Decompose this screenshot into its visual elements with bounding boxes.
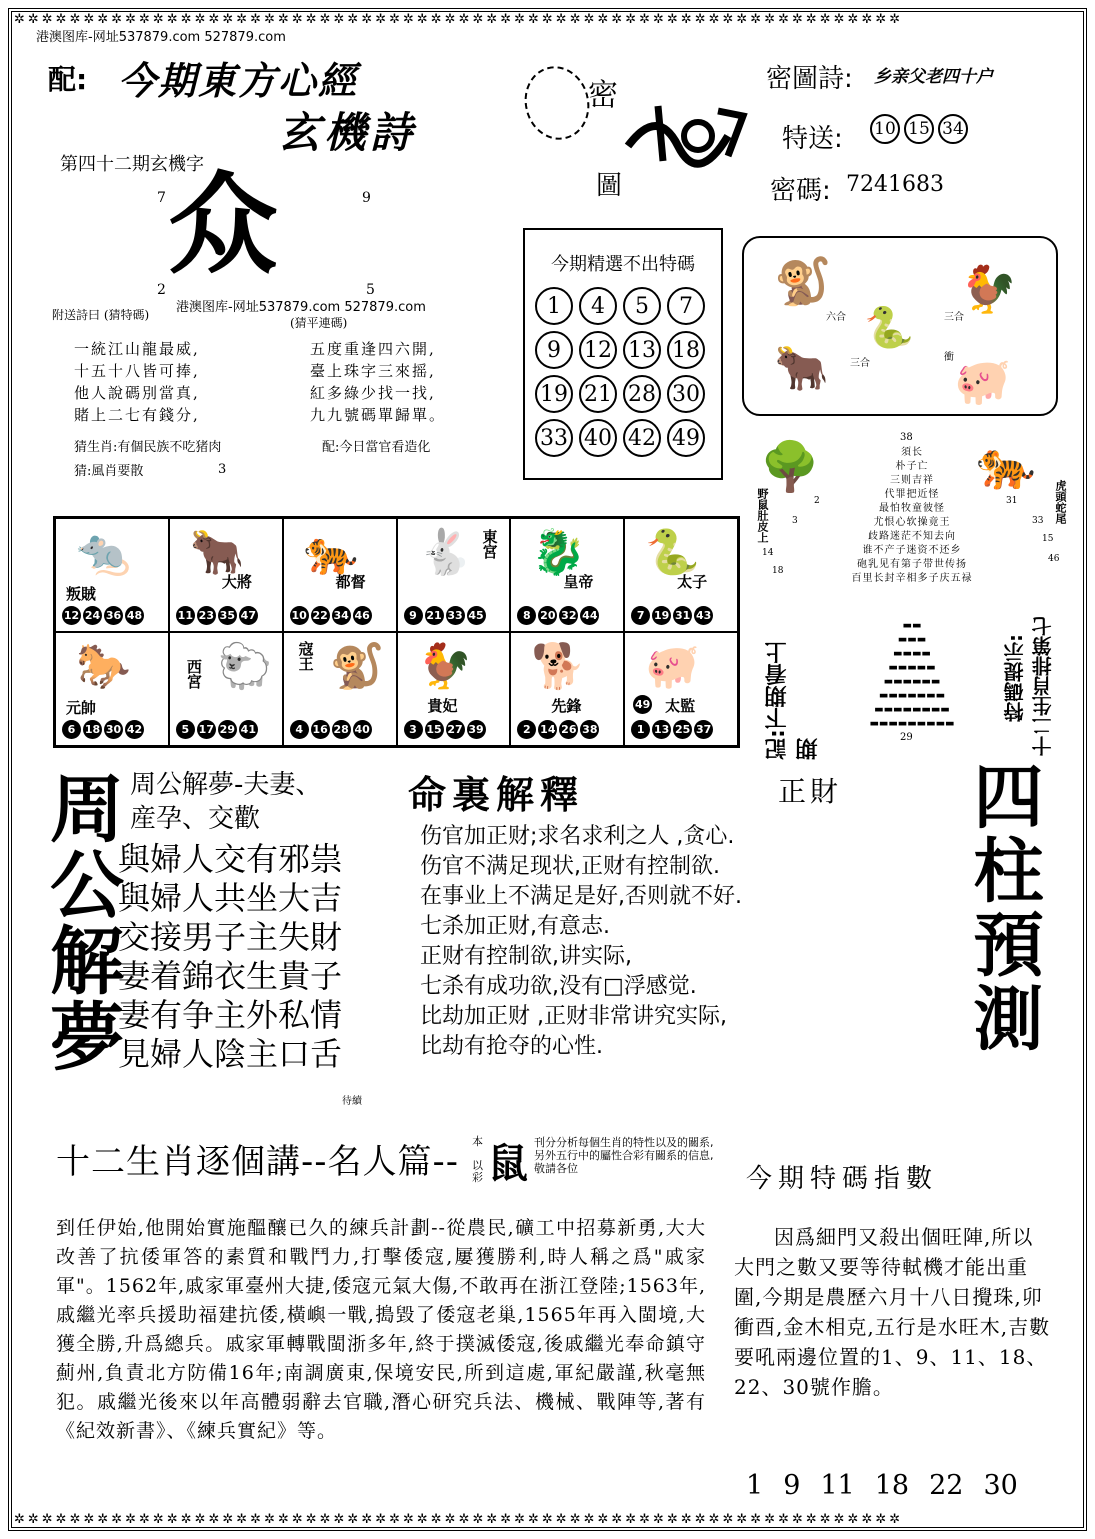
zodiac-name: 都督 bbox=[335, 573, 366, 591]
poem-left-line: 十五十八皆可捧, bbox=[74, 362, 200, 380]
zodiac-cell bbox=[55, 518, 169, 632]
rooster-icon: 🐓 bbox=[960, 262, 1018, 316]
zodiac-num: 7 bbox=[631, 606, 650, 625]
analysis-line: 伤官不满足现状,正财有控制欲. bbox=[420, 854, 720, 879]
zodiac-num: 30 bbox=[104, 720, 123, 739]
mi-ma-value: 7241683 bbox=[846, 172, 944, 197]
selected-num: 5 bbox=[623, 287, 661, 325]
guess-zodiac: 猜生肖:有個民族不吃猪肉 bbox=[74, 440, 222, 455]
pyramid-line: 砲乳见有第子带世传扬 bbox=[857, 559, 967, 570]
harmony-box bbox=[742, 236, 1058, 416]
dream-subtitle bbox=[130, 768, 321, 836]
pyramid-num: 3 bbox=[792, 516, 798, 526]
pyramid-num: 46 bbox=[1048, 554, 1060, 564]
zodiac-num: 17 bbox=[197, 720, 216, 739]
zodiac-nums bbox=[631, 720, 713, 739]
poem-right bbox=[310, 338, 446, 426]
zodiac-num: 8 bbox=[517, 606, 536, 625]
index-number: 1 bbox=[746, 1470, 764, 1501]
zodiac-num: 38 bbox=[580, 720, 599, 739]
zodiac-num: 12 bbox=[62, 606, 81, 625]
pei-text: 配:今日當官看造化 bbox=[322, 440, 431, 455]
series-story: 到任伊始,他開始實施醞釀已久的練兵計劃--從農民,礦工中招募新勇,大大改善了抗倭軍答的素質和戰鬥力,打擊倭寇,屢獲勝利,時人稱之爲"戚家軍"。1562年,戚家軍臺州大捷,倭寇元氣大傷,不敢再在浙江登陸;1563年,戚繼光率兵援助福建抗倭,橫嶼一戰,搗毀了倭寇老巢,1565年再入閩境,大獲全勝,升爲總兵。戚家軍轉戰閩浙多年,終于撲滅倭寇,後戚繼光奉命鎮守薊州,負責北方防備16年;南調廣東,保境安民,所到這處,軍紀嚴謹,秋毫無犯。戚繼光後來以年高體弱辭去官職,潛心研究兵法、機械、戰陣等,著有《紀效新書》、《練兵實紀》等。 bbox=[56, 1217, 707, 1442]
pyramid-line: 谁不产子迷资不还乡 bbox=[862, 545, 962, 556]
pyramid-line: 三则吉祥 bbox=[890, 475, 934, 486]
snake-icon: 🐍 bbox=[864, 305, 914, 351]
zodiac-name: 太子 bbox=[677, 573, 708, 591]
zodiac-num: 4 bbox=[290, 720, 309, 739]
zodiac-name: 西宮 bbox=[184, 659, 203, 689]
te-song-num: 34 bbox=[938, 114, 968, 144]
index-number: 30 bbox=[983, 1470, 1018, 1501]
pyramid-num: 15 bbox=[1042, 534, 1054, 544]
zodiac-num: 13 bbox=[652, 720, 671, 739]
zodiac-num: 39 bbox=[467, 720, 486, 739]
dream-line: 交接男子主失財 bbox=[118, 918, 343, 956]
selected-num: 21 bbox=[579, 375, 617, 413]
guess2-num: 3 bbox=[218, 462, 227, 477]
zodiac-cell bbox=[624, 518, 738, 632]
zodiac-nums bbox=[62, 606, 144, 625]
zodiac-num: 36 bbox=[104, 606, 123, 625]
pyramid-line: 代罪把近怪 bbox=[884, 489, 940, 500]
tu-label: 圖 bbox=[596, 171, 623, 201]
zodiac-num: 24 bbox=[83, 606, 102, 625]
series-intro-prefix-2: 以 bbox=[472, 1159, 483, 1172]
selected-num: 7 bbox=[667, 287, 705, 325]
pyramid-area bbox=[752, 430, 1072, 760]
zodiac-num: 5 bbox=[176, 720, 195, 739]
zodiac-num: 45 bbox=[467, 606, 486, 625]
zodiac-num: 40 bbox=[353, 720, 372, 739]
zodiac-num: 19 bbox=[652, 606, 671, 625]
pyramid-line: 須长 bbox=[901, 447, 923, 458]
selected-grid bbox=[525, 284, 721, 460]
series-intro: 刊分分析每個生肖的特性以及的關系,另外五行中的屬性合彩有關系的信息,敬請各位 bbox=[534, 1136, 714, 1175]
selected-numbers-box bbox=[523, 228, 723, 480]
poem-right-line: 九九號碼單歸單。 bbox=[310, 406, 447, 424]
poem-left bbox=[74, 338, 200, 426]
zodiac-num: 10 bbox=[290, 606, 309, 625]
selected-num: 13 bbox=[623, 331, 661, 369]
zodiac-cell bbox=[397, 632, 511, 746]
index-text: 因爲細門又殺出個旺陣,所以大門之數又要等待軾機才能出重圍,今期是農歷六月十八日攪珠,卯衝酉,金木相克,五行是水旺木,吉數要吼兩邊位置的1、9、11、18、22、30號作膽。 bbox=[734, 1225, 1051, 1399]
dream-cont: 待續 bbox=[342, 1096, 362, 1107]
dream-line: 妻着錦衣生貴子 bbox=[118, 957, 343, 995]
zodiac-grid bbox=[53, 516, 740, 748]
zodiac-num: 21 bbox=[425, 606, 444, 625]
mi-ma-label: 密碼: bbox=[770, 176, 831, 206]
xuanji-heading: 第四十二期玄機字 bbox=[60, 154, 204, 175]
zodiac-nums bbox=[290, 720, 372, 739]
zodiac-nums bbox=[176, 720, 258, 739]
pyramid-lines bbox=[792, 446, 1032, 586]
dream-line: 妻有争主外私情 bbox=[118, 996, 343, 1034]
dream-big-title: 周公解夢 bbox=[38, 770, 124, 1074]
series-intro-prefix bbox=[472, 1136, 483, 1184]
index-number: 9 bbox=[783, 1470, 801, 1501]
zodiac-num: 3 bbox=[404, 720, 423, 739]
dream-subtitle-line: 周公解夢-夫妻、 bbox=[130, 770, 322, 800]
poem-right-line: 五度重逢四六開, bbox=[310, 340, 436, 358]
poem-right-line: 臺上珠字三來摇, bbox=[310, 362, 436, 380]
te-song-num: 10 bbox=[870, 114, 900, 144]
te-song-num: 15 bbox=[904, 114, 934, 144]
zodiac-name: 太監 bbox=[665, 697, 696, 715]
poem-left-line: 他人說碼別當真, bbox=[74, 384, 200, 402]
analysis-line: 伤官加正财;求名求利之人 ,贪心. bbox=[420, 824, 735, 849]
zodiac-name: 叛賊 bbox=[66, 585, 97, 603]
zodiac-num: 2 bbox=[517, 720, 536, 739]
zodiac-num: 22 bbox=[311, 606, 330, 625]
zodiac-name: 貴妃 bbox=[427, 697, 458, 715]
index-numbers bbox=[746, 1470, 1018, 1501]
corner-tl: 7 bbox=[157, 190, 166, 206]
dream-line: 與婦人共坐大吉 bbox=[118, 879, 343, 917]
analysis-subject: 正財 bbox=[778, 775, 843, 808]
series-title: 十二生肖逐個講--名人篇-- bbox=[56, 1142, 460, 1182]
sizhu-title: 四柱預測 bbox=[962, 760, 1044, 1056]
zodiac-num: 1 bbox=[631, 720, 650, 739]
pyramid-line: 百里长封辛相多子庆五禄 bbox=[851, 573, 973, 584]
zodiac-nums bbox=[62, 720, 144, 739]
zodiac-num: 43 bbox=[694, 606, 713, 625]
poem-right-line: 紅多綠少找一找, bbox=[310, 384, 436, 402]
pig-icon: 🐖 bbox=[645, 641, 700, 692]
pyramid-line: 最怕牧童彼怪 bbox=[879, 503, 945, 514]
analysis-line: 正财有控制欲,讲实际, bbox=[420, 944, 632, 969]
zodiac-num: 37 bbox=[694, 720, 713, 739]
zodiac-num: 31 bbox=[673, 606, 692, 625]
corner-br: 5 bbox=[366, 282, 375, 298]
note-left: 記:下期看上期 bbox=[765, 641, 821, 760]
harmony-label: 三合 bbox=[944, 312, 964, 323]
zodiac-num: 26 bbox=[559, 720, 578, 739]
zodiac-cell bbox=[397, 518, 511, 632]
selected-num: 49 bbox=[667, 419, 705, 457]
pyramid-num: 14 bbox=[762, 548, 774, 558]
rat-icon: 🐀 bbox=[76, 527, 131, 578]
zodiac-cell bbox=[55, 632, 169, 746]
zodiac-cell bbox=[169, 632, 283, 746]
zodiac-name: 東宮 bbox=[480, 529, 499, 559]
zodiac-num: 9 bbox=[404, 606, 423, 625]
bottom-ornament-row: ✲✲✲✲✲✲✲✲✲✲✲✲✲✲✲✲✲✲✲✲✲✲✲✲✲✲✲✲✲✲✲✲✲✲✲✲✲✲✲✲✲✲✲✲✲✲✲✲✲✲✲✲✲✲✲✲✲✲✲✲✲✲✲✲ bbox=[14, 1513, 904, 1526]
analysis-line: 比劫有抢夺的心性. bbox=[420, 1034, 603, 1059]
dream-subtitle-line: 産孕、交歡 bbox=[130, 804, 261, 834]
zodiac-name: 大將 bbox=[221, 573, 252, 591]
zodiac-num: 27 bbox=[446, 720, 465, 739]
top-ornament-row: ✲✲✲✲✲✲✲✲✲✲✲✲✲✲✲✲✲✲✲✲✲✲✲✲✲✲✲✲✲✲✲✲✲✲✲✲✲✲✲✲✲✲✲✲✲✲✲✲✲✲✲✲✲✲✲✲✲✲✲✲✲✲✲✲ bbox=[14, 13, 904, 26]
selected-title: 今期精選不出特碼 bbox=[551, 254, 695, 275]
zodiac-num: 29 bbox=[218, 720, 237, 739]
monkey-icon: 🐒 bbox=[329, 641, 385, 692]
corner-tr: 9 bbox=[362, 190, 371, 206]
selected-num: 4 bbox=[579, 287, 617, 325]
note-right: 十二生肖排第七 bbox=[1031, 616, 1055, 756]
analysis-line: 七杀有成功欲,没有□浮感觉. bbox=[420, 974, 697, 999]
dog-icon: 🐕 bbox=[531, 641, 587, 692]
pyramid-num: 18 bbox=[772, 566, 784, 576]
selected-num: 33 bbox=[535, 419, 573, 457]
rabbit-icon: 🐇 bbox=[417, 527, 473, 578]
zodiac-nums bbox=[176, 606, 258, 625]
zodiac-cell bbox=[283, 632, 397, 746]
zodiac-cell bbox=[169, 518, 283, 632]
pyramid-side-right: 虎頭蛇尾 bbox=[1054, 480, 1067, 524]
taiji-num: 49 bbox=[633, 695, 652, 714]
guess2: 猜:風肖要散 bbox=[74, 464, 144, 479]
zodiac-cell bbox=[624, 632, 738, 746]
pei-label: 配: bbox=[48, 63, 88, 96]
ox-icon: 🐂 bbox=[774, 343, 829, 394]
pyramid-top-num: 38 bbox=[900, 432, 913, 443]
monkey-icon: 🐒 bbox=[774, 254, 832, 308]
zodiac-nums bbox=[631, 606, 713, 625]
tree-icon: 🌳 bbox=[760, 439, 820, 495]
poem-note-left: 附送詩曰 (猜特碼) bbox=[52, 308, 150, 322]
zodiac-nums bbox=[290, 606, 372, 625]
zodiac-name: 元帥 bbox=[66, 699, 97, 717]
zodiac-num: 46 bbox=[353, 606, 372, 625]
te-song-nums bbox=[870, 114, 968, 144]
zodiac-num: 32 bbox=[559, 606, 578, 625]
secret-drawing bbox=[618, 86, 758, 176]
pyramid-line: 歧路迷茫不知去向 bbox=[868, 531, 956, 542]
te-song-label: 特送: bbox=[782, 124, 843, 154]
zodiac-num: 18 bbox=[83, 720, 102, 739]
corner-bl: 2 bbox=[157, 282, 166, 298]
analysis-title: 命裏解釋 bbox=[408, 773, 585, 817]
pyramid-line: 朴子亡 bbox=[895, 461, 929, 472]
selected-num: 42 bbox=[623, 419, 661, 457]
zodiac-num: 34 bbox=[332, 606, 351, 625]
note-right2: 特碼提示: bbox=[1003, 634, 1027, 722]
pyramid-line: 尤恨心软操竟王 bbox=[873, 517, 951, 528]
harmony-label: 衝 bbox=[944, 352, 954, 363]
horse-icon: 🐎 bbox=[76, 641, 131, 692]
harmony-label: 三合 bbox=[850, 358, 870, 369]
snake-icon: 🐍 bbox=[645, 527, 700, 578]
zodiac-cell bbox=[510, 518, 624, 632]
zodiac-nums bbox=[404, 606, 486, 625]
mi-label: 密 bbox=[588, 78, 618, 113]
dream-lines bbox=[118, 840, 342, 1074]
title-line2: 玄機詩 bbox=[278, 108, 417, 157]
index-title: 今期特碼指數 bbox=[746, 1164, 939, 1194]
zodiac-num: 23 bbox=[197, 606, 216, 625]
pyramid-side-left: 野鼠肚皮上 bbox=[756, 488, 769, 543]
zodiac-num: 15 bbox=[425, 720, 444, 739]
pyramid-bottom-num: 29 bbox=[900, 732, 913, 743]
selected-num: 40 bbox=[579, 419, 617, 457]
zodiac-nums bbox=[517, 720, 599, 739]
selected-num: 9 bbox=[535, 331, 573, 369]
zodiac-num: 48 bbox=[125, 606, 144, 625]
analysis-line: 比劫加正财 ,正财非常讲究实际, bbox=[420, 1004, 727, 1029]
poem-left-line: 賭上二七有錢分, bbox=[74, 406, 200, 424]
zodiac-name: 皇帝 bbox=[563, 573, 594, 591]
poem-left-line: 一統江山龍最威, bbox=[74, 340, 200, 358]
ox-icon: 🐂 bbox=[189, 527, 245, 578]
zodiac-num: 42 bbox=[125, 720, 144, 739]
zodiac-num: 11 bbox=[176, 606, 195, 625]
dream-line: 與婦人交有邪祟 bbox=[118, 840, 343, 878]
zodiac-nums bbox=[517, 606, 599, 625]
selected-num: 1 bbox=[535, 287, 573, 325]
secret-poem-label: 密圖詩: bbox=[766, 64, 853, 94]
tiger-icon: 🐅 bbox=[303, 527, 359, 578]
zodiac-num: 28 bbox=[332, 720, 351, 739]
pyramid-inverted: ▬▬▬▬▬▬▬▬▬ ▬▬▬▬▬▬▬▬ ▬▬▬▬▬▬▬ ▬▬▬▬▬▬ ▬▬▬▬▬ ▬▬▬▬ ▬▬▬ ▬▬ bbox=[869, 620, 955, 729]
zodiac-name: 寇王 bbox=[296, 641, 315, 671]
zodiac-num: 14 bbox=[538, 720, 557, 739]
selected-num: 18 bbox=[667, 331, 705, 369]
zodiac-num: 35 bbox=[218, 606, 237, 625]
zodiac-num: 25 bbox=[673, 720, 692, 739]
series-animal: 鼠 bbox=[488, 1141, 528, 1187]
dragon-icon: 🐉 bbox=[531, 527, 587, 578]
index-number: 18 bbox=[874, 1470, 910, 1501]
zodiac-num: 41 bbox=[239, 720, 258, 739]
index-number: 22 bbox=[929, 1470, 964, 1501]
goat-icon: 🐑 bbox=[217, 641, 273, 692]
series-intro-prefix-3: 彩 bbox=[472, 1171, 483, 1184]
analysis-line: 七杀加正财,有意志. bbox=[420, 914, 610, 939]
title-line1: 今期東方心經 bbox=[118, 59, 359, 103]
xuanji-char: 众 bbox=[168, 161, 278, 289]
zodiac-num: 20 bbox=[538, 606, 557, 625]
analysis-line: 在事业上不满足是好,否则就不好. bbox=[420, 884, 742, 909]
zodiac-num: 44 bbox=[580, 606, 599, 625]
rooster-icon: 🐓 bbox=[417, 641, 473, 692]
selected-num: 30 bbox=[667, 375, 705, 413]
analysis-lines bbox=[420, 822, 742, 1062]
zodiac-num: 16 bbox=[311, 720, 330, 739]
zodiac-nums bbox=[404, 720, 486, 739]
harmony-label: 六合 bbox=[826, 312, 846, 323]
dream-line: 見婦人陰主口舌 bbox=[118, 1035, 343, 1073]
zodiac-num: 47 bbox=[239, 606, 258, 625]
pyramid-num: 2 bbox=[814, 496, 820, 506]
pig-icon: 🐖 bbox=[954, 354, 1012, 408]
selected-num: 28 bbox=[623, 375, 661, 413]
secret-poem: 乡亲父老四十户 bbox=[874, 67, 993, 87]
zodiac-cell bbox=[510, 632, 624, 746]
zodiac-name: 先鋒 bbox=[551, 697, 582, 715]
selected-num: 19 bbox=[535, 375, 573, 413]
tiger-icon: 🐅 bbox=[976, 437, 1036, 493]
poem-note-right: (猜平連碼) bbox=[290, 316, 348, 330]
series-intro-prefix-1: 本 bbox=[472, 1135, 483, 1148]
zodiac-cell bbox=[283, 518, 397, 632]
watermark-top: 港澳图库-网址537879.com 527879.com bbox=[36, 30, 286, 45]
index-number: 11 bbox=[820, 1470, 855, 1501]
watermark-mid: 港澳图库-网址537879.com 527879.com bbox=[176, 300, 426, 315]
pyramid-num: 33 bbox=[1032, 516, 1044, 526]
zodiac-num: 33 bbox=[446, 606, 465, 625]
zodiac-num: 6 bbox=[62, 720, 81, 739]
selected-num: 12 bbox=[579, 331, 617, 369]
pyramid-num: 31 bbox=[1006, 496, 1018, 506]
